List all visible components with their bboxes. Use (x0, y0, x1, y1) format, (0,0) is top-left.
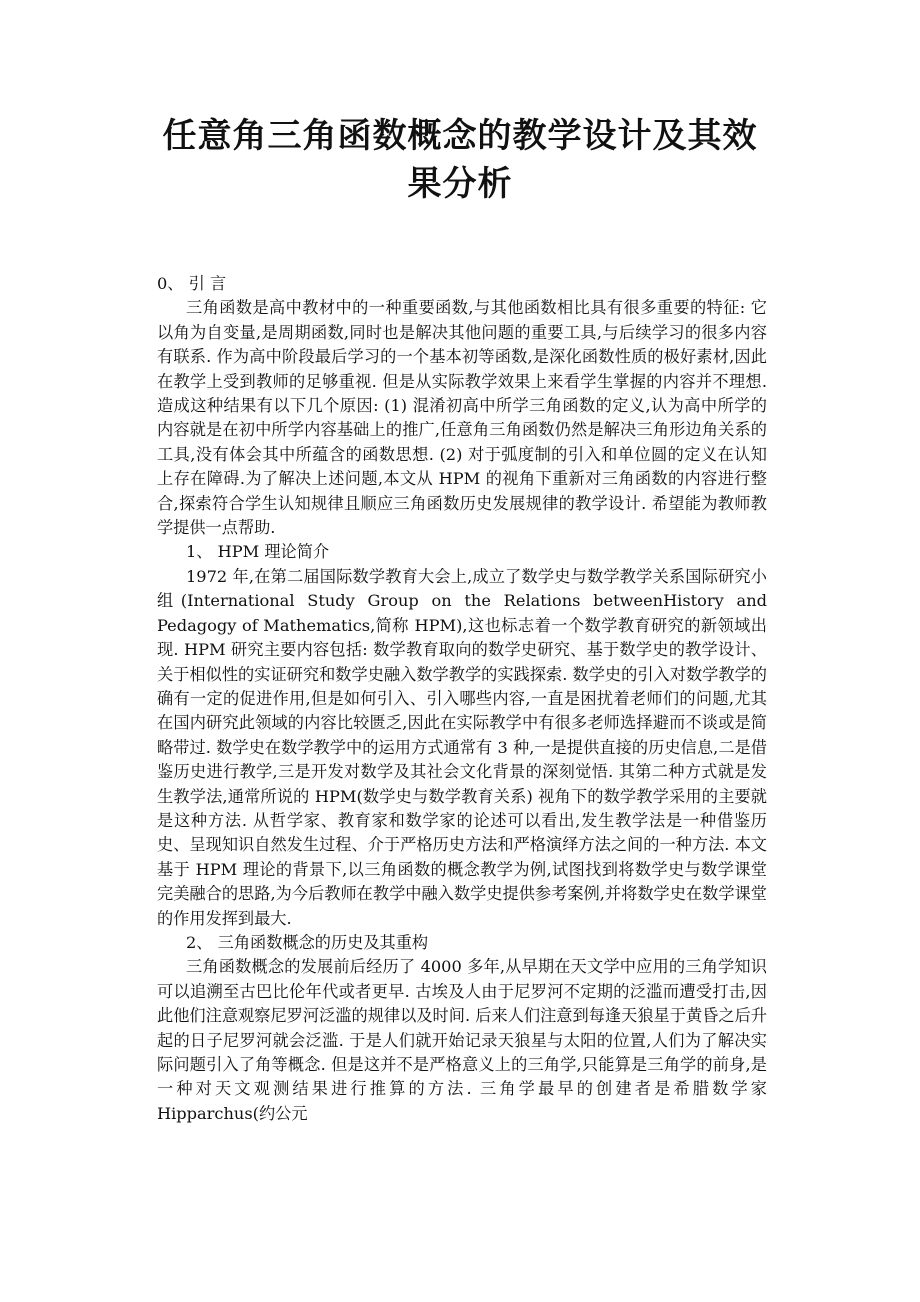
document-title: 任意角三角函数概念的教学设计及其效果分析 (162, 116, 758, 204)
paragraph-intro: 三角函数是高中教材中的一种重要函数,与其他函数相比具有很多重要的特征: 它以角为自变量,是周期函数,同时也是解决其他问题的重要工具,与后续学习的很多内容有联系. 作为高中阶段最后学习的一个基本初等函数,是深化函数性质的极好素材,因此在教学上受到教师的足够重视. 但是从实际教学效果上来看学生掌握的内容并不理想. 造成这种结果有以下几个原因: (1) 混淆初高中所学三角函数的定义,认为高中所学的内容就是在初中所学内容基础上的推广,任意角三角函数仍然是解决三角形边角关系的工具,没有体会其中所蕴含的函数思想. (2) 对于弧度制的引入和单位圆的定义在认知上存在障碍.为了解决上述问题,本文从 HPM 的视角下重新对三角函数的内容进行整合,探索符合学生认知规律且顺应三角函数历史发展规律的教学设计. 希望能为教师教学提供一点帮助. (157, 298, 767, 538)
paragraph-hpm: 1972 年,在第二届国际数学教育大会上,成立了数学史与数学教学关系国际研究小组(International Study Group on the Relations betweenHistory and Pedagogy of Mathematics,简称 HPM),这也标志着一个数学教育研究的新领域出现. HPM 研究主要内容包括: 数学教育取向的数学史研究、基于数学史的教学设计、关于相似性的实证研究和数学史融入数学教学的实践探索. 数学史的引入对数学教学的确有一定的促进作用,但是如何引入、引入哪些内容,一直是困扰着老师们的问题,尤其在国内研究此领域的内容比较匮乏,因此在实际教学中有很多老师选择避而不谈或是简略带过. 数学史在数学教学中的运用方式通常有 3 种,一是提供直接的历史信息,二是借鉴历史进行教学,三是开发对数学及其社会文化背景的深刻觉悟. 其第二种方式就是发生教学法,通常所说的 HPM(数学史与数学教育关系) 视角下的数学教学采用的主要就是这种方法. 从哲学家、教育家和数学家的论述可以看出,发生教学法是一种借鉴历史、呈现知识自然发生过程、介于严格历史方法和严格演绎方法之间的一种方法. 本文基于 HPM 理论的背景下,以三角函数的概念教学为例,试图找到将数学史与数学课堂完美融合的思路,为今后教师在教学中融入数学史提供参考案例,并将数学史在数学课堂的作用发挥到最大. (157, 566, 767, 928)
section-heading-hpm: 1、 HPM 理论简介 (186, 542, 330, 562)
paragraph-history: 三角函数概念的发展前后经历了 4000 多年,从早期在天文学中应用的三角学知识可以追溯至古巴比伦年代或者更早. 古埃及人由于尼罗河不定期的泛滥而遭受打击,因此他们注意观察尼罗河泛滥的规律以及时间. 后来人们注意到每逢天狼星于黄昏之后升起的日子尼罗河就会泛滥. 于是人们就开始记录天狼星与太阳的位置,人们为了解决实际问题引入了角等概念. 但是这并不是严格意义上的三角学,只能算是三角学的前身,是一种对天文观测结果进行推算的方法. 三角学最早的创建者是希腊数学家 Hipparchus(约公元 (157, 957, 767, 1123)
document-body (157, 272, 767, 1126)
section-heading-intro: 0、 引 言 (157, 274, 227, 293)
section-heading-history: 2、 三角函数概念的历史及其重构 (186, 932, 429, 952)
